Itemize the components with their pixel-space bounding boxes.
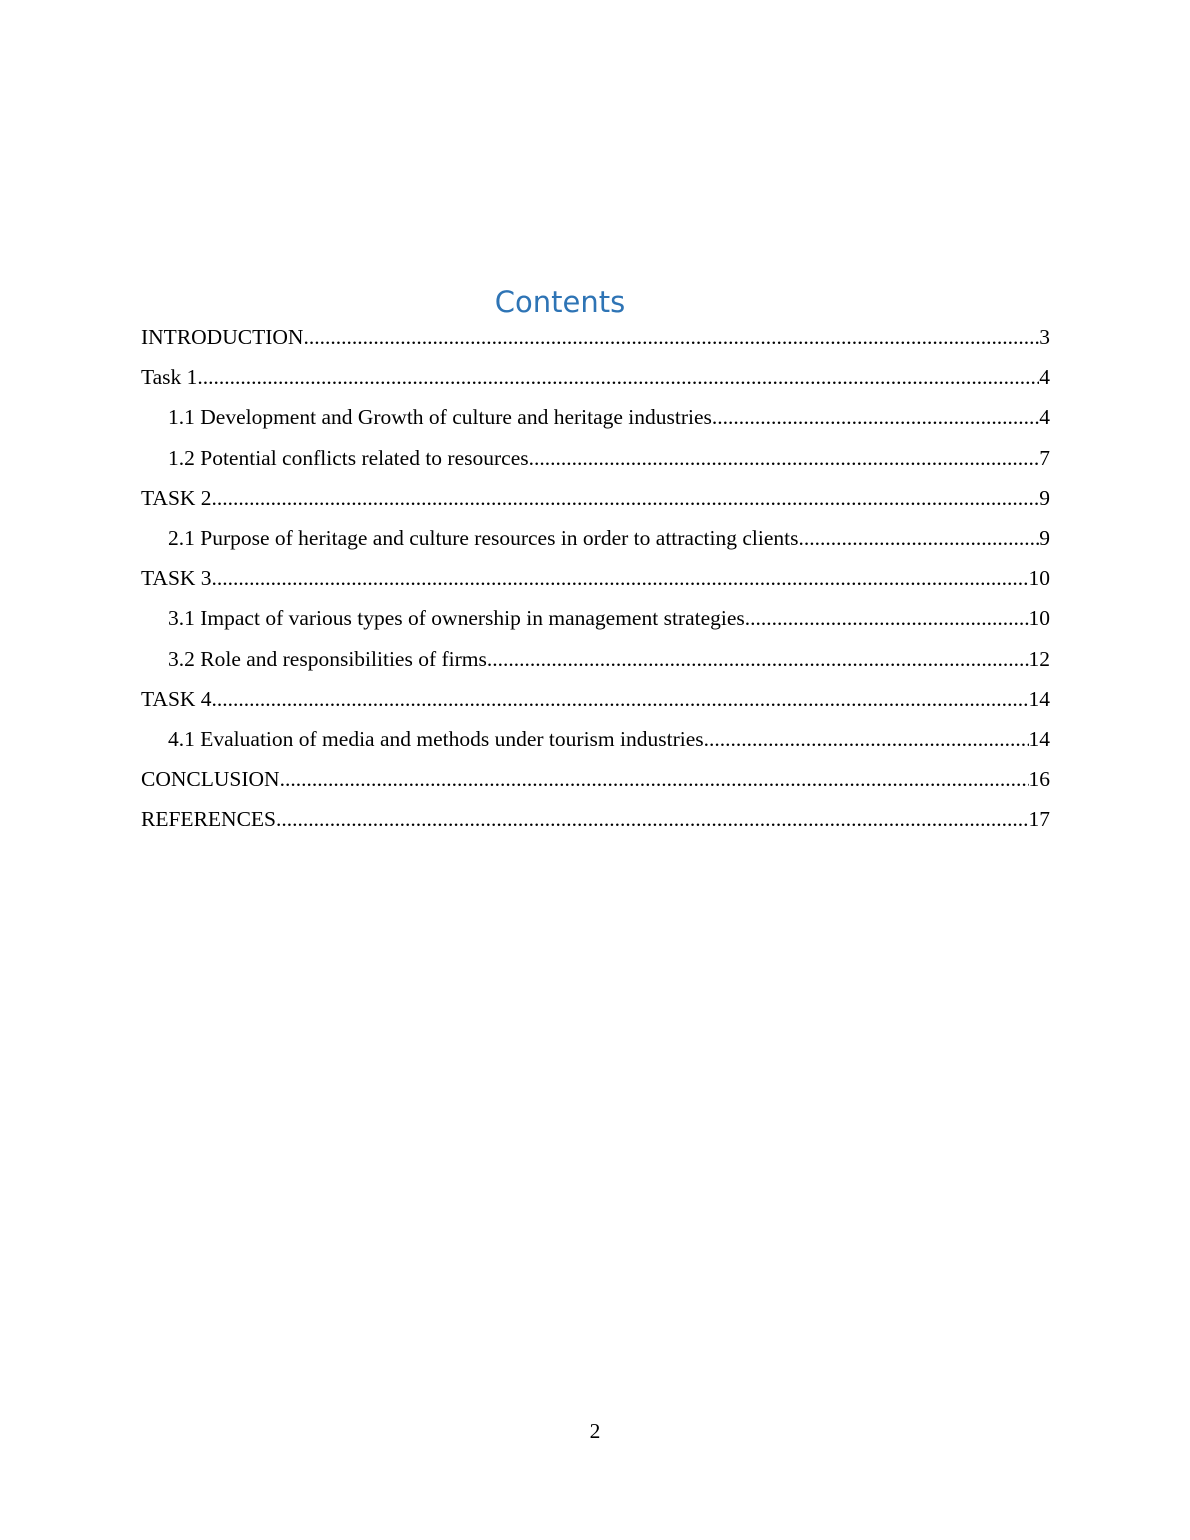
toc-leader-dots [212,483,1040,513]
table-of-contents [141,322,1050,844]
toc-entry-label: CONCLUSION [141,767,280,792]
toc-entry-2-1[interactable] [141,523,1050,563]
toc-leader-dots [276,804,1029,834]
toc-entry-label: 2.1 Purpose of heritage and culture resources in order to attracting clients [168,525,799,550]
toc-leader-dots [212,684,1029,714]
toc-entry-page: 9 [1039,525,1050,550]
page-number: 2 [589,1419,601,1443]
toc-entry-task-1[interactable] [141,362,1050,402]
toc-entry-page: 3 [1039,325,1050,349]
toc-entry-label: 3.1 Impact of various types of ownership in management strategies [168,606,745,631]
toc-entry-4-1[interactable] [141,724,1050,764]
toc-entry-task-3[interactable] [141,563,1050,603]
toc-leader-dots [197,362,1039,392]
toc-entry-page: 9 [1039,485,1050,510]
toc-entry-label: INTRODUCTION [141,325,304,349]
toc-leader-dots [280,764,1029,794]
toc-entry-page: 14 [1028,726,1050,751]
toc-leader-dots [487,644,1029,674]
toc-leader-dots [712,402,1039,432]
toc-title: Contents [494,285,626,319]
toc-entry-label: Task 1 [141,365,198,390]
toc-leader-dots [798,523,1039,553]
toc-entry-page: 12 [1028,646,1050,671]
toc-entry-label: 1.2 Potential conflicts related to resources [168,445,529,470]
toc-entry-references[interactable] [141,804,1050,844]
toc-entry-page: 4 [1039,365,1050,390]
toc-leader-dots [745,603,1029,633]
toc-entry-page: 4 [1039,405,1050,430]
toc-entry-label: TASK 2 [141,485,212,510]
toc-entry-label: TASK 4 [141,686,212,711]
toc-entry-introduction[interactable] [141,322,1050,362]
toc-entry-label: 3.2 Role and responsibilities of firms [168,646,487,671]
toc-entry-page: 10 [1028,566,1050,591]
toc-entry-conclusion[interactable] [141,764,1050,804]
toc-entry-page: 14 [1028,686,1050,711]
toc-entry-label: TASK 3 [141,566,212,591]
toc-entry-label: 4.1 Evaluation of media and methods under tourism industries [168,726,704,751]
toc-leader-dots [303,322,1039,352]
toc-entry-label: 1.1 Development and Growth of culture and heritage industries [168,405,712,430]
toc-entry-label: REFERENCES [141,807,276,832]
toc-leader-dots [212,563,1029,593]
toc-entry-1-1[interactable] [141,402,1050,442]
toc-entry-page: 17 [1028,807,1050,832]
toc-entry-page: 16 [1028,767,1050,792]
toc-entry-3-2[interactable] [141,644,1050,684]
toc-leader-dots [704,724,1029,754]
toc-entry-page: 7 [1039,445,1050,470]
toc-entry-1-2[interactable] [141,443,1050,483]
toc-leader-dots [529,443,1040,473]
toc-entry-3-1[interactable] [141,603,1050,643]
toc-entry-task-2[interactable] [141,483,1050,523]
toc-entry-page: 10 [1028,606,1050,631]
toc-entry-task-4[interactable] [141,684,1050,724]
